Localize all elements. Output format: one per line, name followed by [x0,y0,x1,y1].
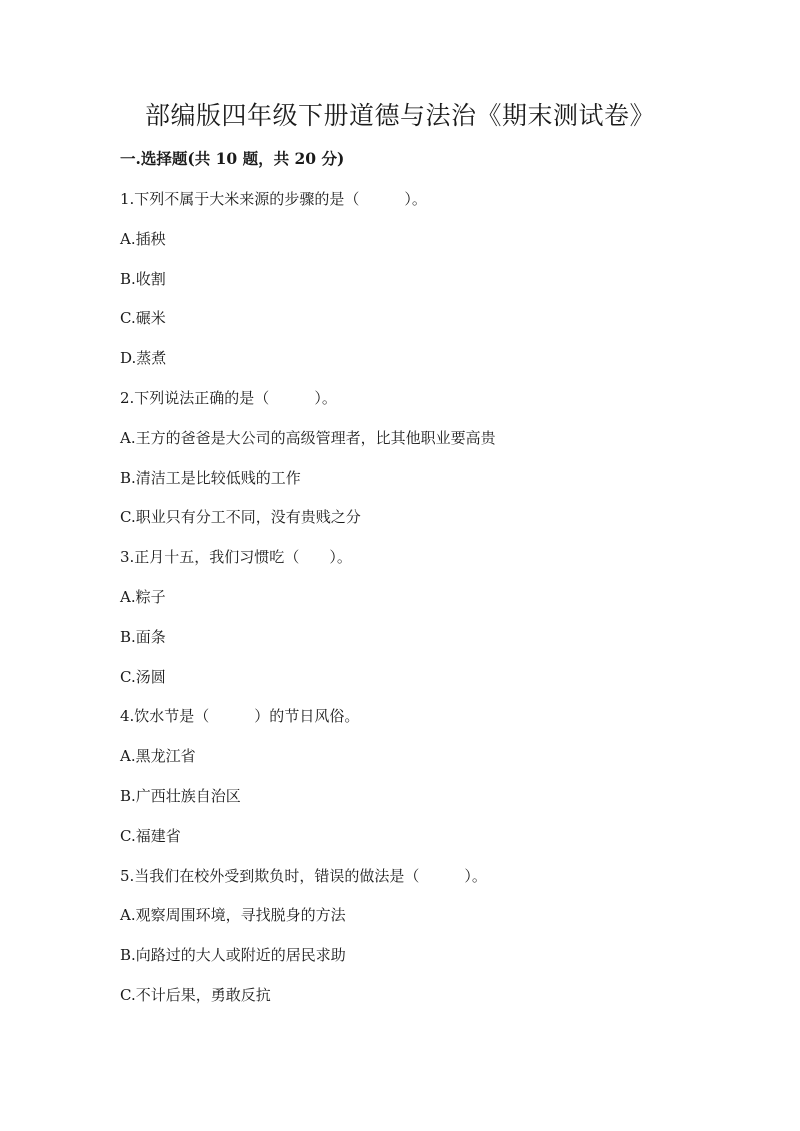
question-1-option-a: A.插秧 [120,229,166,248]
question-list [120,189,496,1025]
question-1-option-d: D.蒸煮 [120,349,167,368]
question-1-stem: 1.下列不属于大米来源的步骤的是（ ）。 [120,190,427,208]
question-2-option-a: A.王方的爸爸是大公司的高级管理者，比其他职业要高贵 [120,428,496,447]
question-5-option-c: C.不计后果，勇敢反抗 [120,985,271,1004]
section-heading: 一.选择题(共 10 题，共 20 分) [120,149,345,168]
question-3-stem: 3.正月十五，我们习惯吃（ ）。 [120,548,352,567]
question-5-option-a: A.观察周围环境，寻找脱身的方法 [120,906,346,925]
question-4-option-a: A.黑龙江省 [120,747,196,766]
question-1-option-b: B.收割 [120,269,166,288]
question-4-stem: 4.饮水节是（ ）的节日风俗。 [120,707,360,726]
question-4-option-b: B.广西壮族自治区 [120,786,241,805]
question-3-option-a: A.粽子 [120,587,166,606]
question-1-option-c: C.碾米 [120,309,166,328]
question-2-option-c: C.职业只有分工不同，没有贵贱之分 [120,508,361,527]
question-5-stem: 5.当我们在校外受到欺负时，错误的做法是（ ）。 [120,866,487,885]
question-2-option-b: B.清洁工是比较低贱的工作 [120,468,301,487]
exam-title: 部编版四年级下册道德与法治《期末测试卷》 [144,101,655,130]
question-2-stem: 2.下列说法正确的是（ ）。 [120,388,337,407]
question-3-option-b: B.面条 [120,627,166,646]
question-5-option-b: B.向路过的大人或附近的居民求助 [120,946,346,965]
question-3-option-c: C.汤圆 [120,667,166,686]
question-4-option-c: C.福建省 [120,826,181,845]
